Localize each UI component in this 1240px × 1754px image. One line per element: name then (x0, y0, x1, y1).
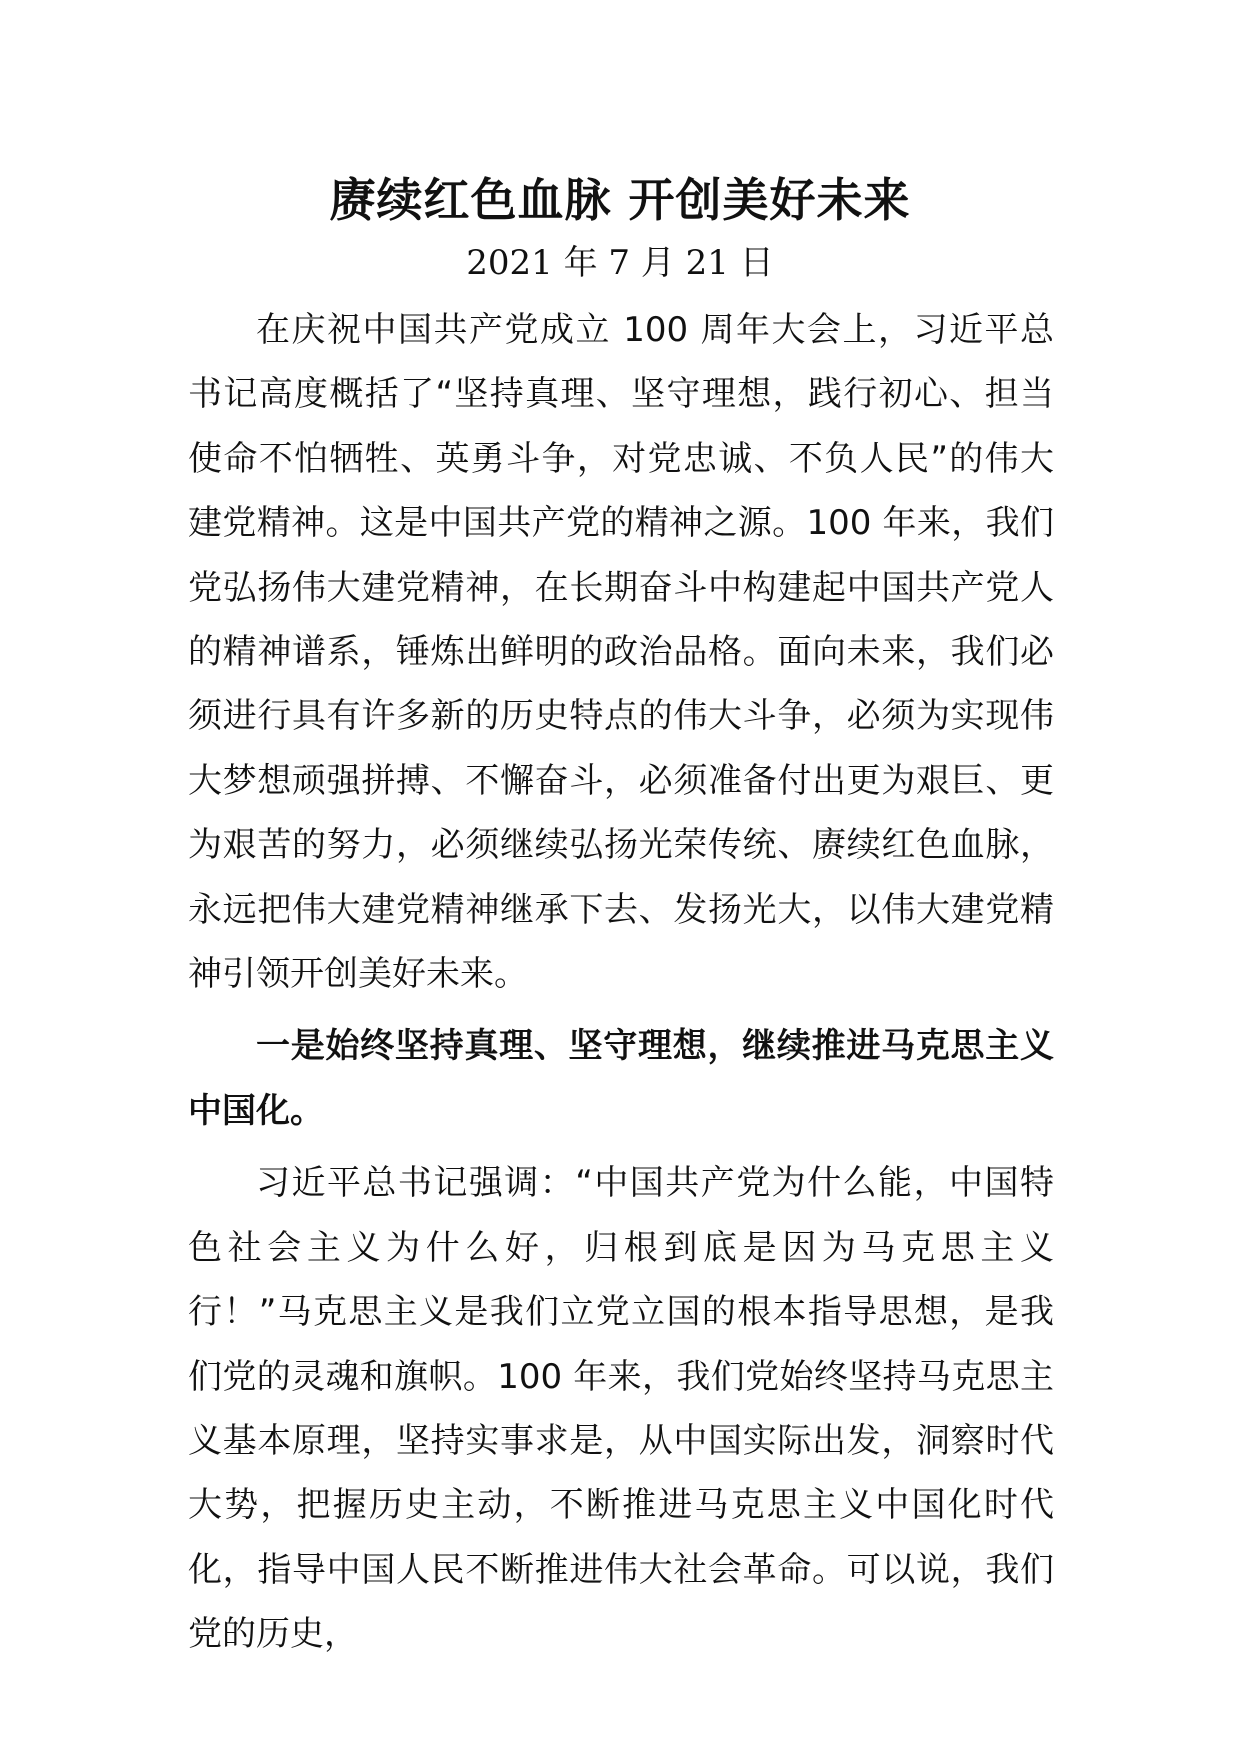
section-heading-1: 一是始终坚持真理、坚守理想，继续推进马克思主义中国化。 (188, 1026, 1054, 1131)
document-title: 赓续红色血脉 开创美好未来 (329, 173, 911, 227)
document-body (188, 298, 1054, 1667)
document-date: 2021 年 7 月 21 日 (466, 243, 774, 283)
paragraph-section-1: 习近平总书记强调：“中国共产党为什么能，中国特色社会主义为什么好，归根到底是因为马克思主义行！”马克思主义是我们立党立国的根本指导思想，是我们党的灵魂和旗帜。100 年来，我们党始终坚持马克思主义基本原理，坚持实事求是，从中国实际出发，洞察时代大势，把握历史主动，不断推进马克思主义中国化时代化，指导中国人民不断推进伟大社会革命。可以说，我们党的历史， (188, 1163, 1054, 1655)
paragraph-intro: 在庆祝中国共产党成立 100 周年大会上，习近平总书记高度概括了“坚持真理、坚守理想，践行初心、担当使命不怕牺牲、英勇斗争，对党忠诚、不负人民”的伟大建党精神。这是中国共产党的精神之源。100 年来，我们党弘扬伟大建党精神，在长期奋斗中构建起中国共产党人的精神谱系，锤炼出鲜明的政治品格。面向未来，我们必须进行具有许多新的历史特点的伟大斗争，必须为实现伟大梦想顽强拼搏、不懈奋斗，必须准备付出更为艰巨、更为艰苦的努力，必须继续弘扬光荣传统、赓续红色血脉，永远把伟大建党精神继承下去、发扬光大，以伟大建党精神引领开创美好未来。 (188, 310, 1054, 995)
